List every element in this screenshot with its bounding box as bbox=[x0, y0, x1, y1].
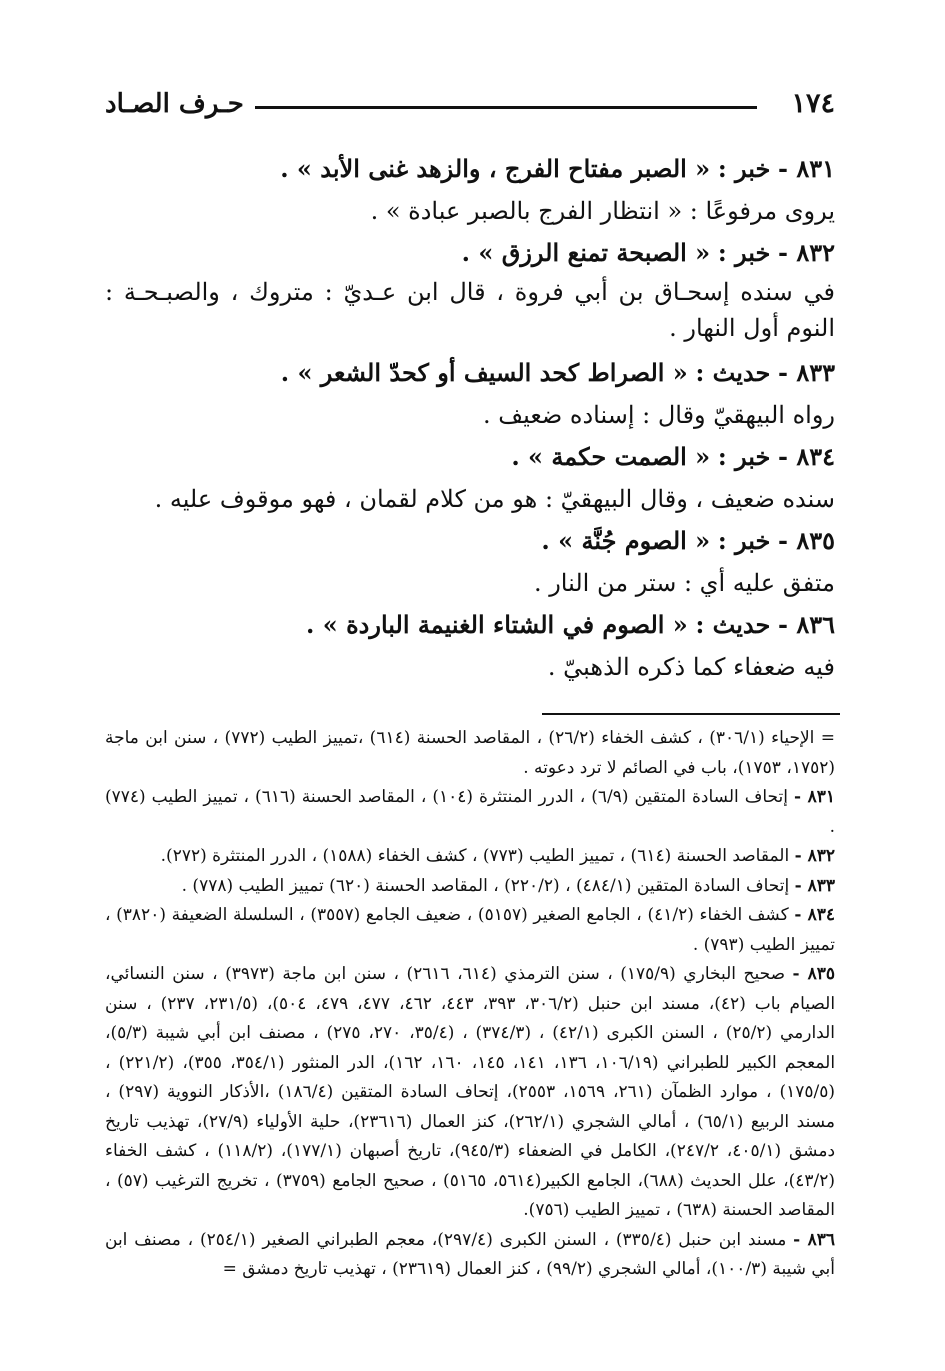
entry-kind: حديث : bbox=[695, 610, 771, 639]
entry-quote: « الصوم في الشتاء الغنيمة الباردة » . bbox=[306, 610, 688, 639]
footnote bbox=[105, 901, 835, 960]
footnote-number: ٨٣٥ - bbox=[792, 964, 836, 984]
footnote bbox=[105, 783, 835, 842]
footnote-number: ٨٣٤ - bbox=[794, 905, 836, 925]
footnote-text: المقاصد الحسنة (٦١٤) ، تمييز الطيب (٧٧٣) ، كشف الخفاء (١٥٨٨) ، الدرر المنتثرة (٢٧٢). bbox=[160, 846, 790, 866]
commentary-line: في سنده إسحـاق بن أبي فروة ، قال ابن عـديّ : متروك ، والصبـحـة : النوم أول النهار . bbox=[105, 278, 835, 342]
entry-kind: خبر : bbox=[717, 442, 771, 471]
entry-number: ٨٣٢ - bbox=[778, 238, 835, 267]
entry-number: ٨٣٥ - bbox=[778, 526, 835, 555]
footnote-text: صحيح البخاري (١٧٥/٩) ، سنن الترمذي (٦١٤، ٢٦١٦) ، سنن ابن ماجة (٣٩٧٣) ، سنن النسائي، الصيام باب (٤٢)، مسند ابن حنبل (٣٠٦/٢، ٣٩٣، ٤٤٣، ٤٦٢، ٤٧٧، ٤٧٩، ٥٠٤)، (٢٣١/٥، ٢٣٧) ، سنن الدارمي (٢٥/٢) ، السنن الكبرى (٤٢/١) ، (٣٧٤/٣) ، (٣٥/٤، ٢٧٠، ٢٧٥) ، مصنف ابن أبي شيبة (٥/٣)، المعجم الكبير للطبراني (١٠٦/١٩، ١٣٦، ١٤١، ١٤٥، ١٦٠، ١٦٢)، الدر المنثور (٣٥٤/١، ٣٥٥)، (٢٢١/٢) ، (١٧٥/٥) ، موارد الظمآن (٢٦١، ١٥٦٩، ٢٥٥٣)، إتحاف السادة المتقين (١٨٦/٤) ،الأذكار النووية (٢٩٧) ، مسند الربيع (٦٥/١) ، أمالي الشجري (٢٦٢/١)، كنز العمال (٢٣٦١٦)، حلية الأولياء (٢٧/٩)، تهذيب تاريخ دمشق (٤٠٥/١، ٢٤٧/٢)، الكامل في الضعفاء (٩٤٥/٣)، تاريخ أصبهان (١٧٧/١)، (١١٨/٢) ، كشف الخفاء (٤٣/٢)، علل الحديث (٦٨٨)، الجامع الكبير(٥٦١٤، ٥١٦٥) ، صحيح الجامع (٣٧٥٩) ، تخريج الترغيب (٥٧) ، المقاصد الحسنة (٦٣٨) ، تمييز الطيب (٧٥٦). bbox=[105, 964, 836, 1220]
footnote-number: ٨٣٢ - bbox=[794, 846, 835, 866]
entry-quote: « الصوم جُنَّة » . bbox=[541, 526, 711, 555]
hadith-entry bbox=[105, 352, 835, 394]
hadith-entry bbox=[105, 148, 835, 190]
main-text bbox=[105, 148, 835, 688]
entry-number: ٨٣٦ - bbox=[778, 610, 835, 639]
entry-quote: « الصبحة تمنع الرزق » . bbox=[461, 238, 711, 267]
commentary-line: سنده ضعيف ، وقال البيهقيّ : هو من كلام لقمان ، فهو موقوف عليه . bbox=[154, 485, 835, 513]
commentary-line: فيه ضعفاء كما ذكره الذهبيّ . bbox=[547, 653, 835, 681]
footnotes bbox=[105, 724, 835, 1285]
footnote bbox=[105, 1226, 835, 1285]
chapter-title: حـرف الصـاد bbox=[105, 89, 244, 119]
hadith-entry bbox=[105, 604, 835, 646]
footnote-number: ٨٣٣ - bbox=[794, 875, 835, 896]
hadith-entry bbox=[105, 232, 835, 274]
hadith-entry bbox=[105, 520, 835, 562]
entry-number: ٨٣٤ - bbox=[778, 442, 835, 471]
footnote bbox=[105, 724, 835, 783]
entry-kind: خبر : bbox=[717, 238, 771, 267]
footnote-number: ٨٣١ - bbox=[794, 787, 835, 807]
hadith-entry bbox=[105, 436, 835, 478]
page-number: ١٧٤ bbox=[791, 88, 835, 119]
commentary-line: رواه البيهقيّ وقال : إسناده ضعيف . bbox=[482, 401, 835, 429]
entry-number: ٨٣١ - bbox=[778, 154, 835, 183]
footnote-number: ٨٣٦ - bbox=[793, 1229, 835, 1250]
footnote-text: = الإحياء (٣٠٦/١) ، كشف الخفاء (٢٦/٢) ، المقاصد الحسنة (٦١٤) ،تمييز الطيب (٧٧٢) ، سنن ابن ماجة (١٧٥٢، ١٧٥٣)، باب في الصائم لا ترد دعوته . bbox=[105, 728, 835, 778]
footnote-text: إتحاف السادة المتقين (٦/٩) ، الدرر المنتثرة (١٠٤) ، المقاصد الحسنة (٦١٦) ، تمييز الطيب (٧٧٤) . bbox=[105, 787, 835, 837]
entry-number: ٨٣٣ - bbox=[778, 358, 835, 387]
entry-kind: حديث : bbox=[695, 358, 771, 387]
entry-quote: « الصبر مفتاح الفرج ، والزهد غنى الأبد » . bbox=[280, 154, 711, 183]
entry-quote: « الصراط كحد السيف أو كحدّ الشعر » . bbox=[280, 358, 688, 387]
footnote-separator bbox=[542, 713, 840, 715]
header-rule bbox=[255, 106, 757, 109]
page-header bbox=[105, 88, 835, 128]
commentary-line: متفق عليه أي : ستر من النار . bbox=[533, 569, 835, 597]
entry-quote: « الصمت حكمة » . bbox=[511, 442, 711, 471]
footnote bbox=[105, 960, 835, 1226]
footnote-text: مسند ابن حنبل (٣٣٥/٤) ، السنن الكبرى (٢٩٧/٤)، معجم الطبراني الصغير (٢٥٤/١) ، مصنف ابن أبي شيبة (١٠٠/٣)، أمالي الشجري (٩٩/٢) ، كنز العمال (٢٣٦١٩) ، تهذيب تاريخ دمشق = bbox=[105, 1229, 835, 1279]
footnote-text: كشف الخفاء (٤١/٢) ، الجامع الصغير (٥١٥٧) ، ضعيف الجامع (٣٥٥٧) ، السلسلة الضعيفة (٣٨٢٠) ، تمييز الطيب (٧٩٣) . bbox=[105, 905, 835, 955]
footnote-text: إتحاف السادة المتقين (٤٨٤/١) ، (٢٢٠/٢) ، المقاصد الحسنة (٦٢٠) تمييز الطيب (٧٧٨) . bbox=[181, 875, 790, 896]
footnote bbox=[105, 842, 835, 872]
footnote bbox=[105, 872, 835, 902]
entry-kind: خبر : bbox=[717, 154, 771, 183]
commentary-line: يروى مرفوعًا : « انتظار الفرج بالصبر عبادة » . bbox=[370, 197, 835, 225]
entry-kind: خبر : bbox=[717, 526, 771, 555]
